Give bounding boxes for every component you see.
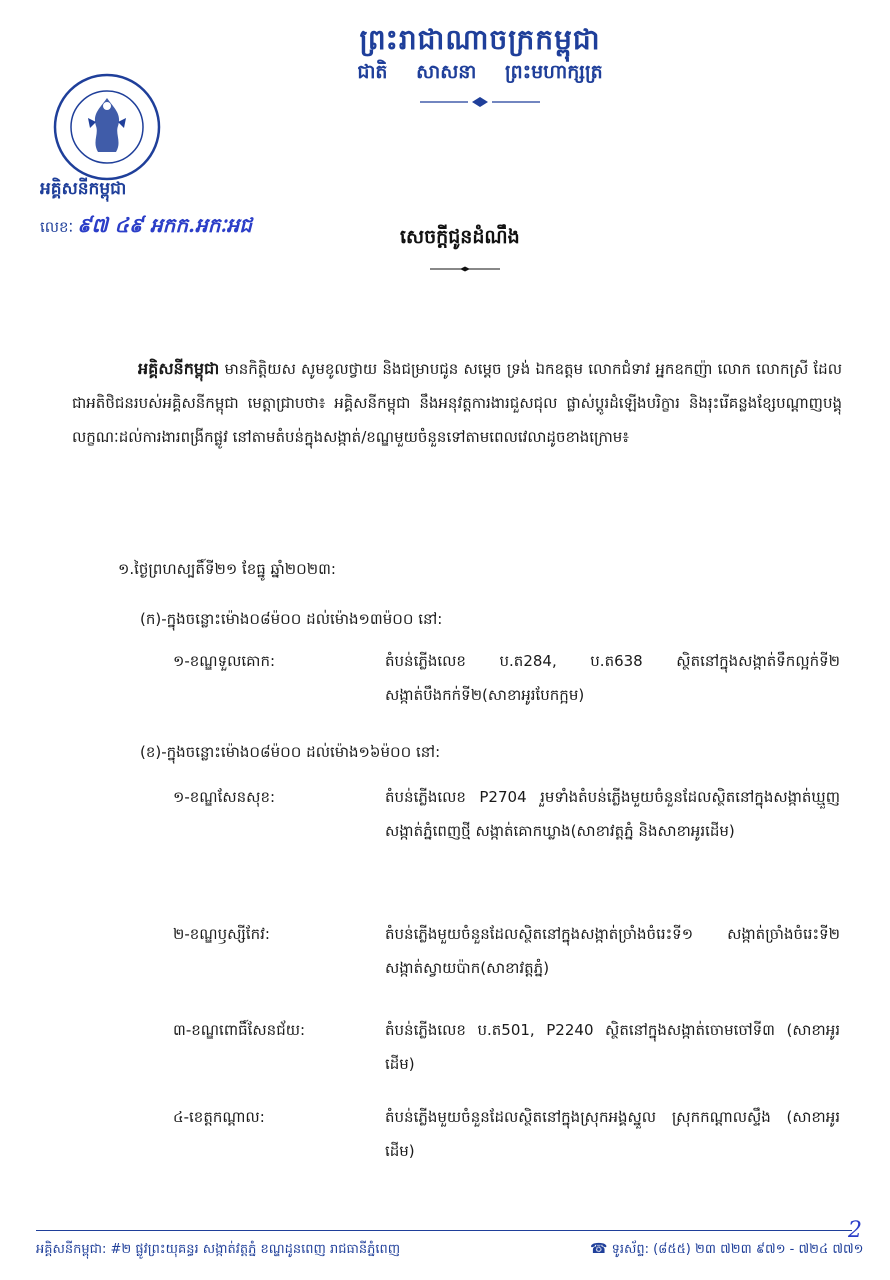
entry-b3-text: តំបន់ភ្លើងលេខ ប.ត501, P2240 ស្ថិតនៅក្នុងសង្កាត់ចោមចៅទី៣ (សាខាអូរដើម): [385, 1021, 840, 1073]
page-number-handwritten: 2: [848, 1218, 862, 1243]
kingdom-title: ព្រះរាជាណាចក្រកម្ពុជា: [359, 23, 601, 56]
entry-b4-label: ៤-ខេត្តកណ្តាល:: [173, 1108, 265, 1126]
footer-phone-text: ទូរស័ព្ទ: (៨៥៥) ២៣ ៧២៣ ៩៧១ - ៧២៤ ៧៧១: [611, 1242, 864, 1257]
entry-b1-label: ១-ខណ្ឌសែនសុខ:: [173, 788, 276, 806]
entry-b4-text: តំបន់ភ្លើងមួយចំនួនដែលស្ថិតនៅក្នុងស្រុកអង្គស្នួល ស្រុកកណ្តាលស្ទឹង (សាខាអូរដើម): [385, 1108, 840, 1160]
edc-logo: [52, 72, 162, 182]
day-heading: ១.ថ្ងៃព្រហស្បតិ៍ទី២១ ខែធ្នូ ឆ្នាំ២០២៣:: [118, 560, 336, 578]
entry-a1-label: ១-ខណ្ឌទួលគោក:: [173, 652, 276, 670]
header-ornament: [420, 96, 540, 108]
entry-b1-text: តំបន់ភ្លើងលេខ P2704 រួមទាំងតំបន់ភ្លើងមួយចំនួនដែលស្ថិតនៅក្នុងសង្កាត់ឃ្មួញ សង្កាត់ភ្នំពេញថ្មី សង្កាត់គោកឃ្លាង(សាខាវត្តភ្នំ និងសាខាអូរដើម): [385, 788, 840, 840]
intro-org-bold: អគ្គិសនីកម្ពុជា: [138, 359, 220, 378]
entry-a1-text: តំបន់ភ្លើងលេខ ប.ត284, ប.ត638 ស្ថិតនៅក្នុងសង្កាត់ទឹកល្អក់ទី២ សង្កាត់បឹងកក់ទី២(សាខាអូរបែកក្អម): [385, 652, 840, 704]
period-a-heading: (ក)-ក្នុងចន្លោះម៉ោង០៨ម៉០០ ដល់ម៉ោង១៣ម៉០០ នៅ:: [140, 610, 443, 628]
org-name: អគ្គិសនីកម្ពុជា: [40, 179, 127, 199]
footer-address: អគ្គិសនីកម្ពុជា: #២ ផ្លូវព្រះយុគន្ធរ សង្កាត់វត្តភ្នំ ខណ្ឌដូនពេញ រាជធានីភ្នំពេញ: [36, 1242, 401, 1257]
title-ornament: [430, 266, 500, 272]
reference-number-row: [40, 212, 252, 242]
ref-number: ៩៧ ៤៩ អកក.អកៈអជ: [77, 213, 252, 237]
footer-divider: [36, 1230, 852, 1231]
ref-label: លេខៈ: [40, 218, 74, 236]
entry-b3-label: ៣-ខណ្ឌពោធិ៍សែនជ័យ:: [173, 1021, 306, 1039]
intro-paragraph: [72, 352, 842, 454]
intro-text: មានកិត្តិយស សូមខូលថ្វាយ និងជម្រាបជូន សម្តេច ទ្រង់ ឯកឧត្តម លោកជំទាវ អ្នកឧកញ៉ា លោក លោកស្រី ដែលជាអតិថិជនរបស់អគ្គិសនីកម្ពុជា មេត្តាជ្រាបថា៖ អគ្គិសនីកម្ពុជា នឹងអនុវត្តការងារជួសជុល ផ្លាស់ប្តូរដំឡើងបរិក្ខារ និងរុះរើគន្លងខ្សែបណ្តាញបង្គុលក្ខណៈដល់ការងារពង្រីកផ្លូវ នៅតាមតំបន់ក្នុងសង្កាត់/ខណ្ឌមួយចំនួនទៅតាមពេលវេលាដូចខាងក្រោម៖: [72, 360, 842, 446]
document-title: សេចក្តីជូនដំណឹង: [400, 226, 520, 248]
phone-icon: ☎: [590, 1241, 608, 1257]
entry-b2-label: ២-ខណ្ឌឫស្សីកែវ:: [173, 925, 270, 943]
entry-b2-text: តំបន់ភ្លើងមួយចំនួនដែលស្ថិតនៅក្នុងសង្កាត់ច្រាំងចំរេះទី១ សង្កាត់ច្រាំងចំរេះទី២ សង្កាត់ស្វាយប៉ាក(សាខាវត្តភ្នំ): [385, 925, 840, 977]
national-motto: ជាតិ សាសនា ព្រះមហាក្សត្រ: [357, 61, 603, 83]
period-b-heading: (ខ)-ក្នុងចន្លោះម៉ោង០៨ម៉០០ ដល់ម៉ោង១៦ម៉០០ នៅ:: [140, 743, 441, 761]
footer-phone: [590, 1241, 864, 1260]
